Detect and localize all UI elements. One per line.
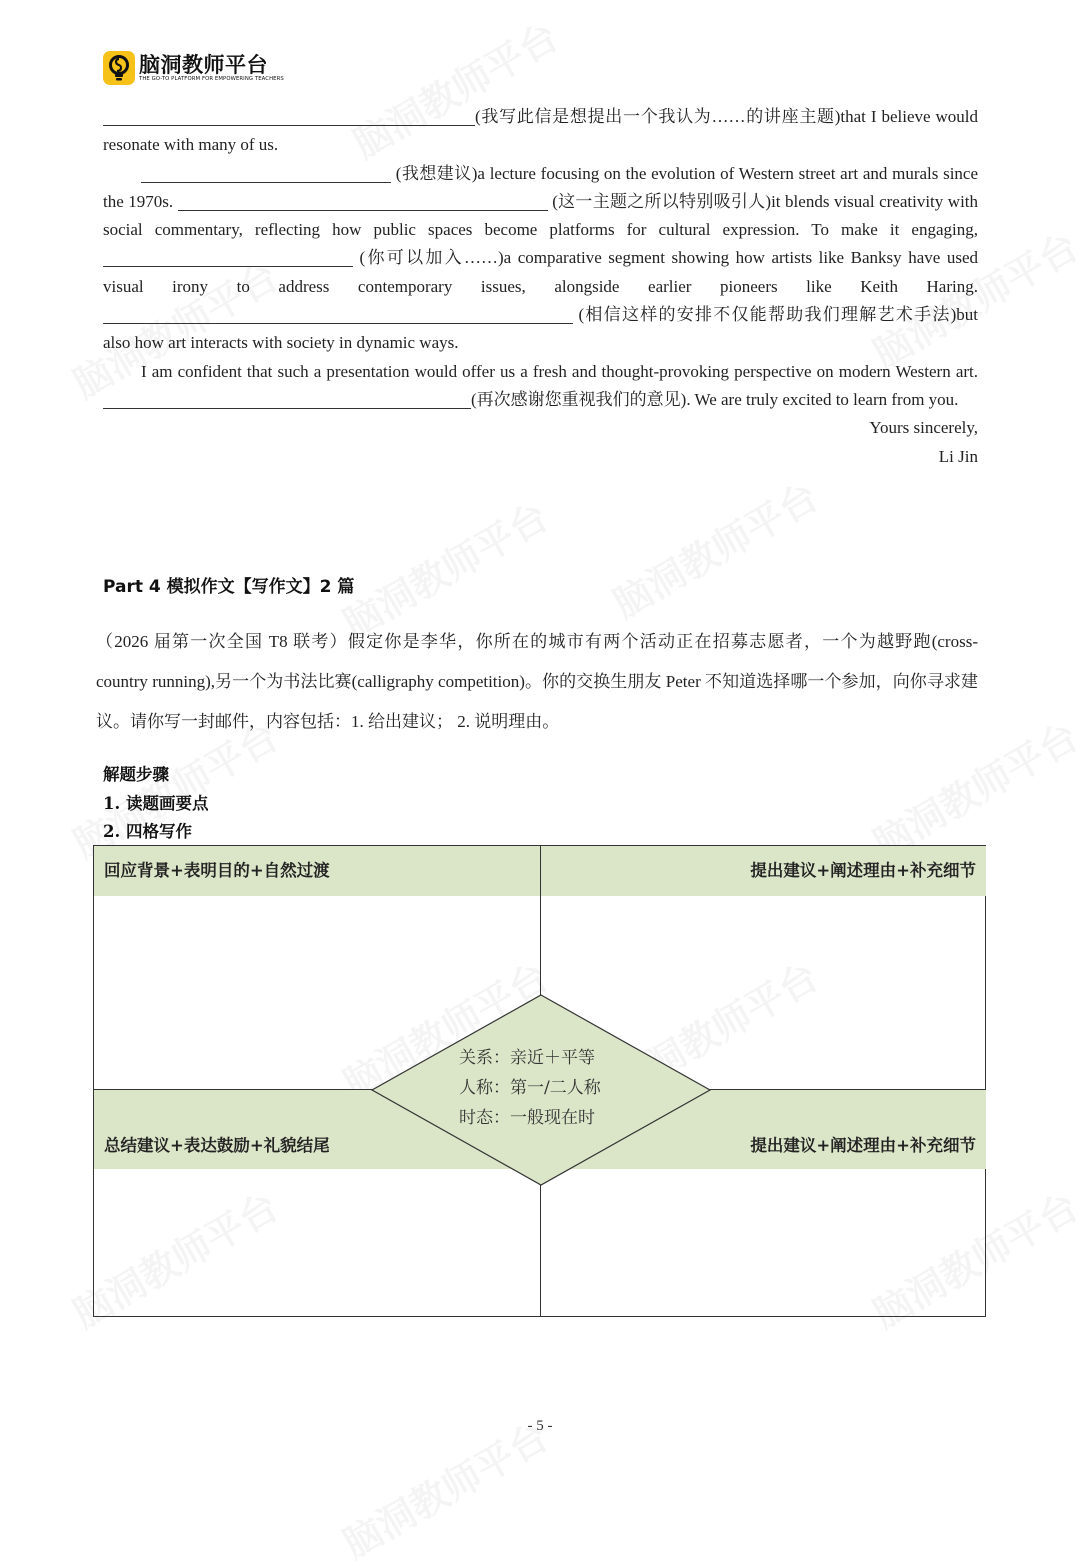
- logo-name: 脑洞教师平台: [139, 52, 268, 77]
- grid-bottom-left-heading: 总结建议+表达鼓励+礼貌结尾: [94, 1090, 540, 1169]
- step-item: 2. 四格写作: [103, 822, 192, 841]
- grid-top-left-heading: 回应背景+表明目的+自然过渡: [94, 846, 540, 896]
- diamond-line: 关系：亲近＋平等: [459, 1048, 595, 1068]
- letter-paragraph-3: [103, 358, 978, 415]
- fill-blank[interactable]: [178, 192, 548, 211]
- letter-text: a lecture focusing on the evolution of Western street art and murals since the 1970s.: [103, 163, 979, 211]
- grid-bottom-right-heading: 提出建议+阐述理由+补充细节: [541, 1090, 986, 1169]
- hint-text: (这一主题之所以特别吸引人): [552, 191, 772, 211]
- brand-logo: [103, 50, 284, 86]
- letter-text: a comparative segment showing how artists like Banksy have used visual irony to address contemporary issues, alongside earlier pioneers like Keith Haring.: [103, 248, 978, 296]
- fill-blank[interactable]: [141, 164, 391, 183]
- fill-blank[interactable]: [103, 107, 475, 126]
- four-grid-diagram: [93, 845, 986, 1317]
- letter-closing: Yours sincerely,: [869, 418, 978, 438]
- letter-text: but also how art interacts with society in dynamic ways.: [103, 305, 979, 353]
- steps-title: 解题步骤: [103, 765, 169, 784]
- diamond-text: [459, 1043, 601, 1133]
- watermark: [602, 467, 827, 629]
- diamond-line: 人称：第一/二人称: [459, 1078, 601, 1098]
- steps-list: [103, 761, 208, 847]
- hint-text: (相信这样的安排不仅能帮助我们理解艺术手法): [578, 305, 957, 325]
- hint-text: (你可以加入……): [359, 248, 504, 268]
- diamond-line: 时态：一般现在时: [459, 1108, 595, 1128]
- letter-signature: Li Jin: [938, 446, 978, 466]
- section-title: Part 4 模拟作文【写作文】2 篇: [103, 577, 355, 597]
- hint-text: (再次感谢您重视我们的意见): [471, 389, 687, 409]
- letter-text: that I believe would resonate with many of us.: [103, 107, 978, 155]
- letter-text: . We are truly excited to learn from you.: [686, 389, 959, 409]
- letter-paragraph-2: [103, 160, 978, 358]
- writing-prompt: （2026 届第一次全国 T8 联考）假定你是李华，你所在的城市有两个活动正在招募志愿者，一个为越野跑(cross- country running),另一个为书法比赛(calligraphy competition)。你的交换生朋友 Peter 不知道选择哪一个参加，向你寻求建议。请你写一封邮件，内容包括：1. 给出建议； 2. 说明理由。: [96, 632, 978, 731]
- hint-text: (我想建议): [395, 163, 478, 183]
- grid-top-right-heading: 提出建议+阐述理由+补充细节: [541, 846, 986, 896]
- letter-text: it blends visual creativity with social commentary, reflecting how public spaces become platforms for cultural expression. To make it engaging,: [103, 191, 979, 240]
- letter-body: [103, 103, 978, 471]
- lightbulb-logo-icon: [103, 51, 135, 85]
- fill-blank[interactable]: [103, 248, 353, 267]
- letter-text: I am confident that such a presentation would offer us a fresh and thought-provoking perspective on modern Western art.: [141, 361, 978, 381]
- fill-blank[interactable]: [103, 390, 471, 409]
- letter-paragraph-1: [103, 103, 978, 160]
- page-number: - 5 -: [527, 1418, 553, 1434]
- step-item: 1. 读题画要点: [103, 793, 209, 813]
- logo-tagline: THE GO-TO PLATFORM FOR EMPOWERING TEACHERS: [139, 75, 284, 82]
- hint-text: (我写此信是想提出一个我认为……的讲座主题): [475, 107, 841, 126]
- fill-blank[interactable]: [103, 305, 573, 324]
